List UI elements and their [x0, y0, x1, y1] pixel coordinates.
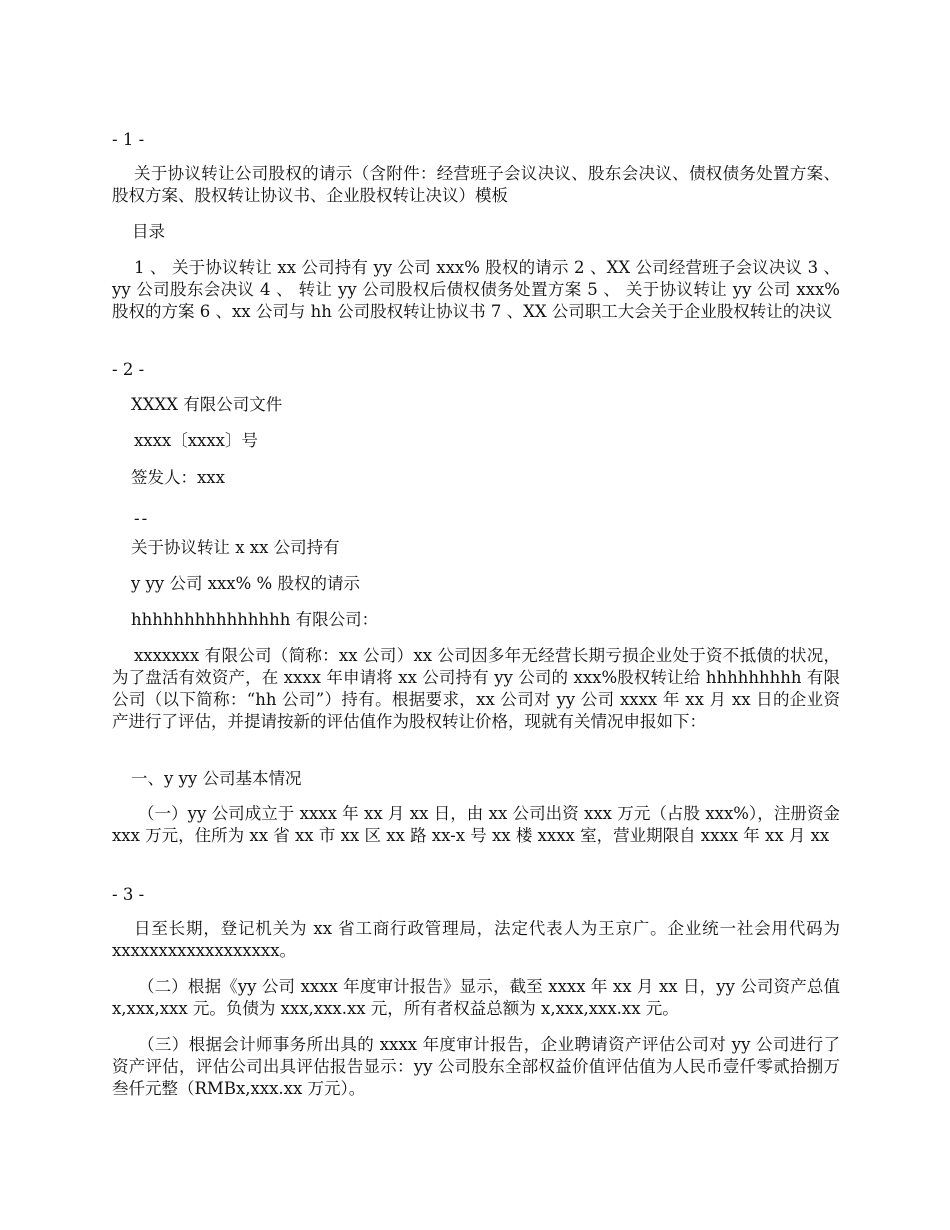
document-number: xxxx〔xxxx〕号: [134, 431, 258, 450]
section-1-heading: 一、y yy 公司基本情况: [131, 769, 302, 788]
toc-list: 1 、 关于协议转让 xx 公司持有 yy 公司 xxx% 股权的请示 2 、XX 公司经营班子会议决议 3 、yy 公司股东会决议 4 、 转让 yy 公司股权后债权债务处置方案 5 、 关于协议转让 yy 公司 xxx% 股权的方案 6 、xx 公司与 hh 公司股权转让协议书 7 、XX 公司职工大会关于企业股权转让的决议: [112, 258, 840, 321]
section-1-item-1-continued: 日至长期，登记机关为 xx 省工商行政管理局，法定代表人为王京广。企业统一社会用代码为 xxxxxxxxxxxxxxxxxx。: [112, 919, 840, 960]
page-number-2: - 2 -: [112, 360, 145, 379]
separator-dashes: --: [134, 509, 150, 528]
intro-paragraph: xxxxxxx 有限公司（简称：xx 公司）xx 公司因多年无经营长期亏损企业处于资不抵债的状况，为了盘活有效资产，在 xxxx 年申请将 xx 公司持有 yy 公司的 xxx%股权转让给 hhhhhhhhh 有限公司（以下简称：“hh 公司”）持有。根据要求，xx 公司对 yy 公司 xxxx 年 xx 月 xx 日的企业资产进行了评估，并提请按新的评估值作为股权转让价格，现就有关情况申报如下：: [112, 646, 840, 731]
page-number-3: - 3 -: [112, 885, 145, 904]
signer-line: 签发人：xxx: [131, 468, 225, 487]
toc-heading: 目录: [132, 222, 165, 241]
addressee: hhhhhhhhhhhhhhh 有限公司：: [131, 610, 379, 629]
page-number-1: - 1 -: [112, 130, 145, 149]
request-title-line-1: 关于协议转让 x xx 公司持有: [131, 538, 340, 557]
document-title: 关于协议转让公司股权的请示（含附件：经营班子会议决议、股东会决议、债权债务处置方案、股权方案、股权转让协议书、企业股权转让决议）模板: [112, 164, 840, 205]
section-1-item-3: （三）根据会计师事务所出具的 xxxx 年度审计报告，企业聘请资产评估公司对 yy 公司进行了资产评估，评估公司出具评估报告显示：yy 公司股东全部权益价值评估值为人民币壹仟零贰拾捌万叁仟元整（RMBx,xxx.xx 万元）。: [112, 1035, 840, 1098]
section-1-item-1: （一）yy 公司成立于 xxxx 年 xx 月 xx 日，由 xx 公司出资 xxx 万元（占股 xxx%），注册资金 xxx 万元，住所为 xx 省 xx 市 xx 区 xx 路 xx-x 号 xx 楼 xxxx 室，营业期限自 xxxx 年 xx 月 xx: [112, 804, 840, 845]
company-file-header: XXXX 有限公司文件: [131, 395, 283, 414]
section-1-item-2: （二）根据《yy 公司 xxxx 年度审计报告》显示，截至 xxxx 年 xx 月 xx 日，yy 公司资产总值 x,xxx,xxx 元。负债为 xxx,xxx.xx 元，所有者权益总额为 x,xxx,xxx.xx 元。: [112, 977, 840, 1018]
request-title-line-2: y yy 公司 xxx% % 股权的请示: [131, 574, 360, 593]
